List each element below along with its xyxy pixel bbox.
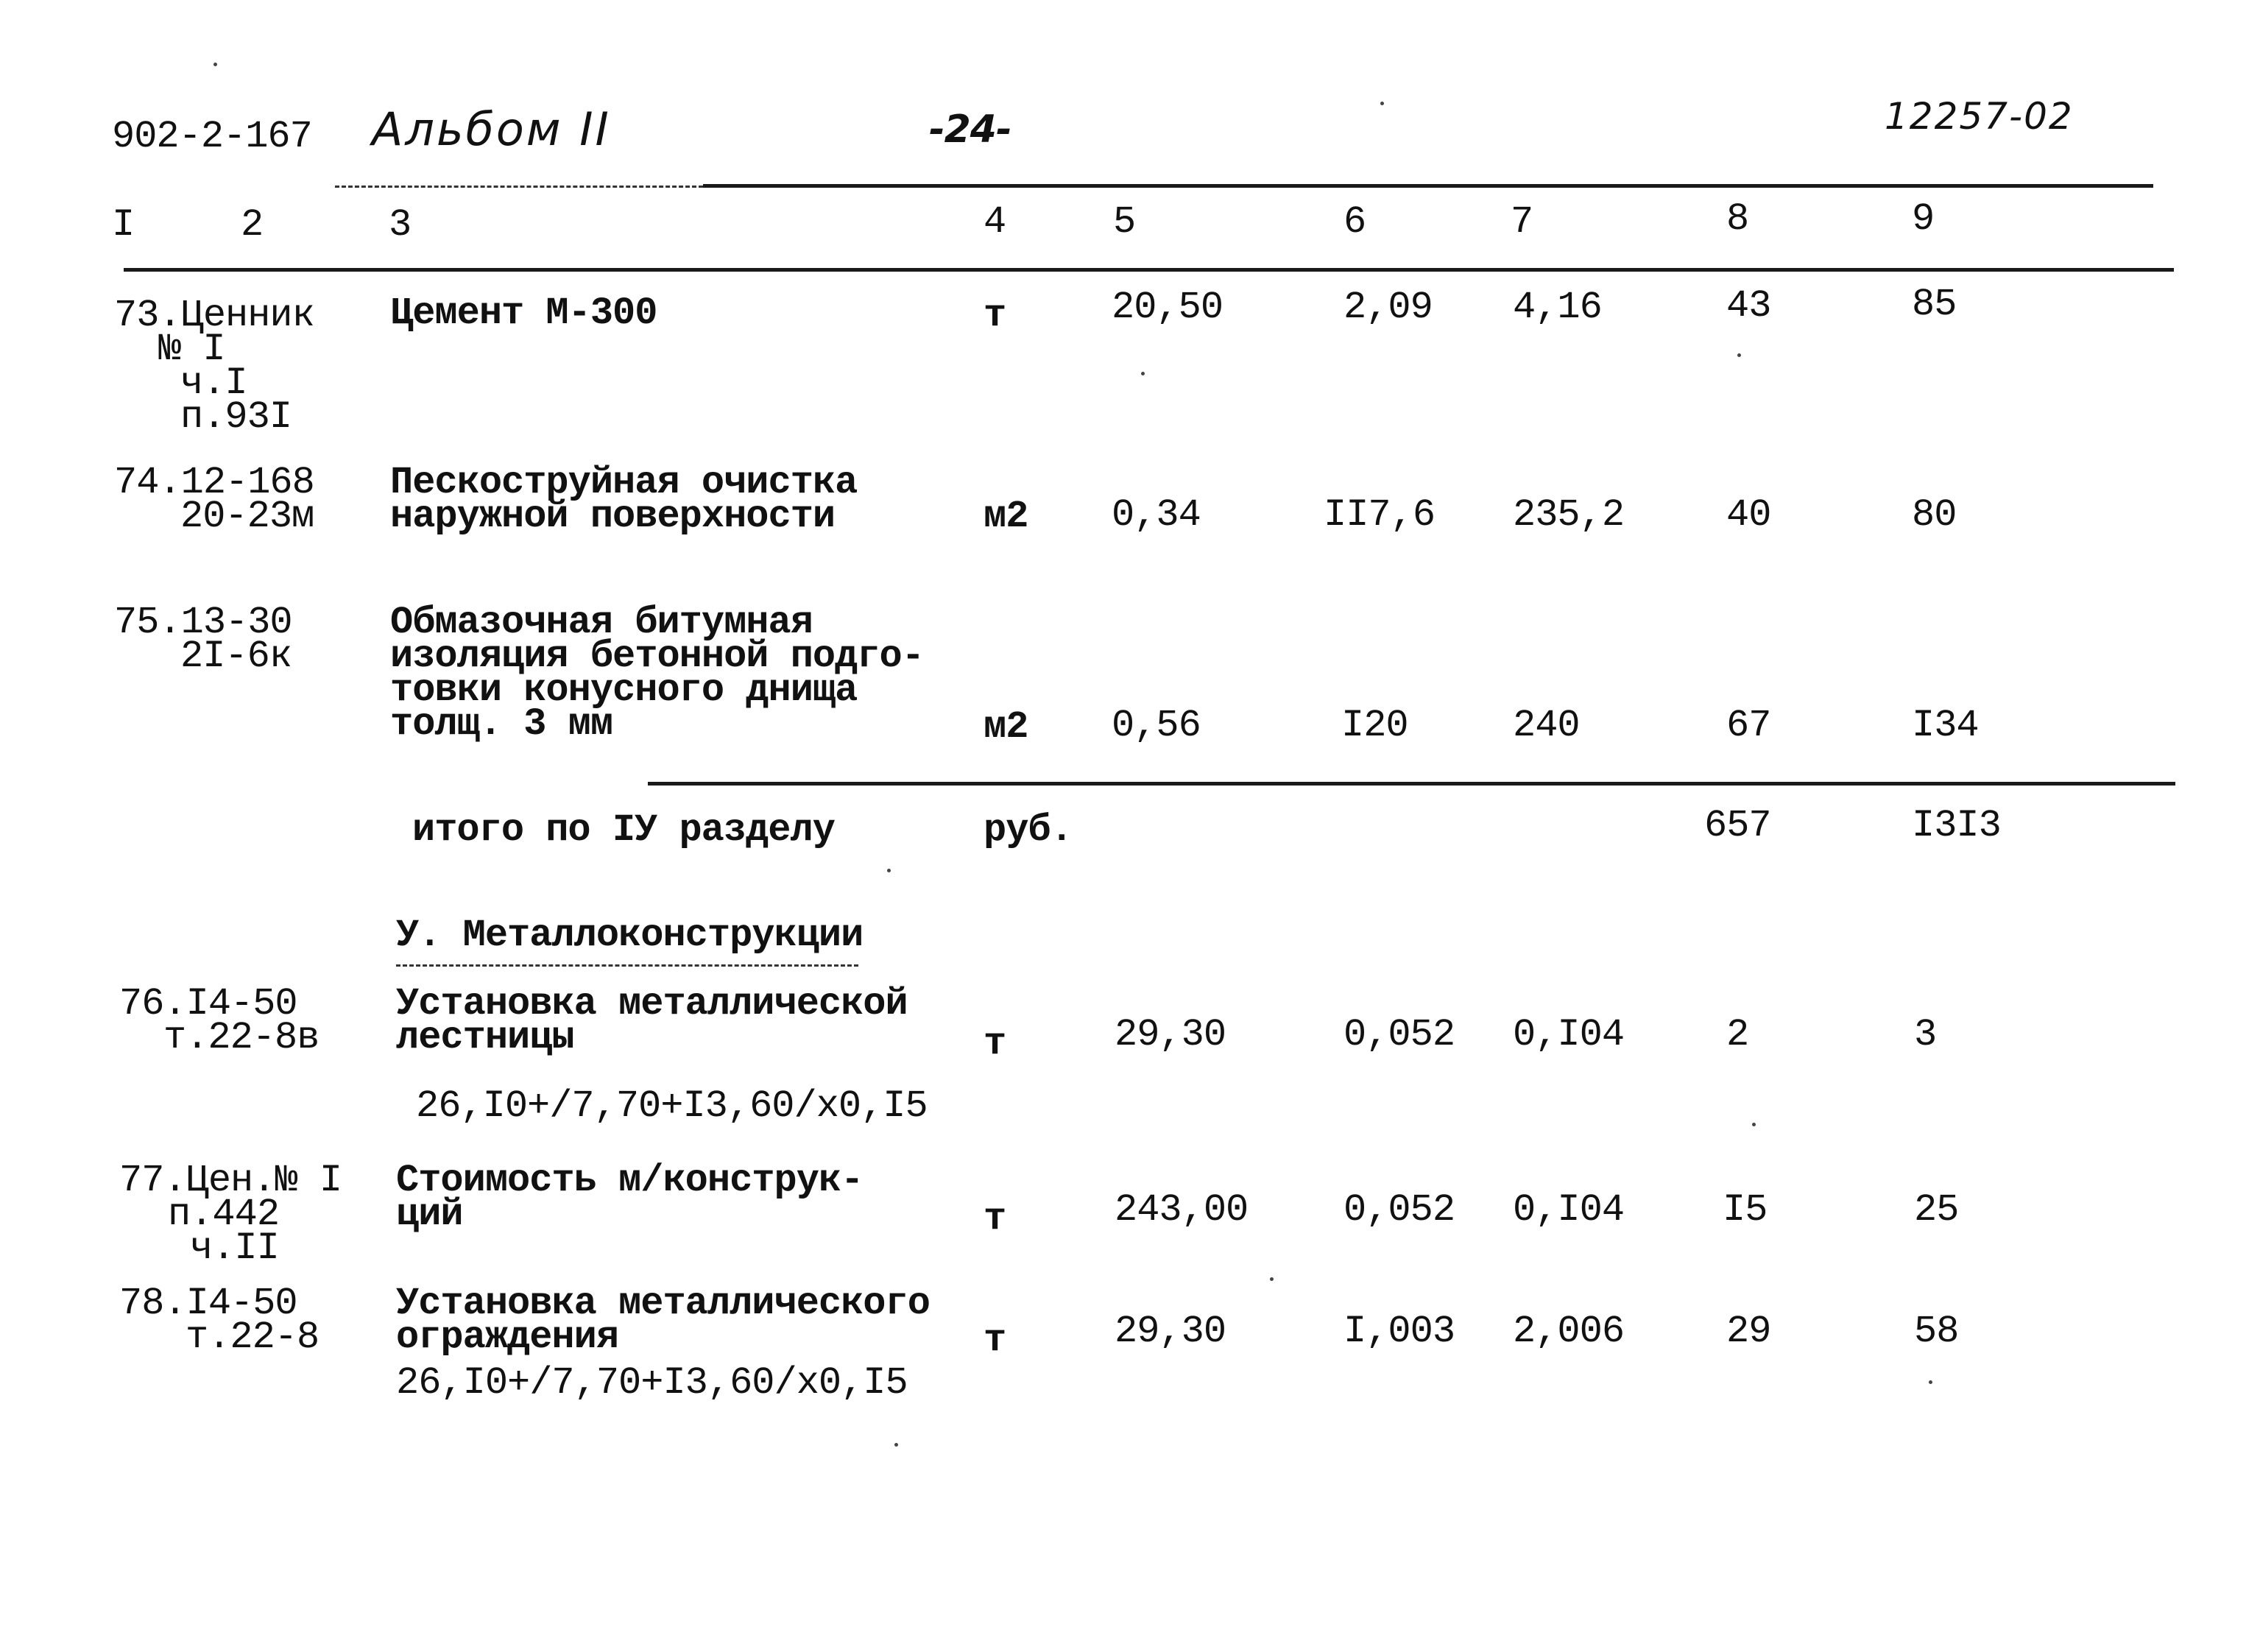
row75-ref-line2: 2I-6к xyxy=(180,635,292,678)
row75-col6: I20 xyxy=(1341,704,1408,747)
row74-col8: 40 xyxy=(1726,493,1771,537)
row76-formula: 26,I0+/7,70+I3,60/x0,I5 xyxy=(416,1084,928,1128)
row74-col5: 0,34 xyxy=(1112,493,1201,537)
row75-col9: I34 xyxy=(1912,704,1979,747)
row76-ref-line1: 76.I4-50 xyxy=(119,982,297,1026)
row73-ref-line3: ч.I xyxy=(180,361,247,405)
row78-desc-line1: Установка металлического xyxy=(396,1282,930,1325)
row76-desc-line1: Установка металлической xyxy=(396,982,908,1026)
album-label: Альбом II xyxy=(372,102,611,156)
row78-unit: т xyxy=(984,1319,1006,1362)
scan-speck xyxy=(1929,1380,1932,1384)
row76-ref-line2: т.22-8в xyxy=(163,1016,319,1059)
row77-col7: 0,I04 xyxy=(1513,1188,1625,1232)
col-header-9: 9 xyxy=(1912,197,1935,241)
row77-desc-line2: ций xyxy=(396,1193,463,1236)
row75-unit: м2 xyxy=(984,705,1028,749)
col-header-8: 8 xyxy=(1726,197,1749,241)
row75-desc-line1: Обмазочная битумная xyxy=(390,601,813,644)
row76-col5: 29,30 xyxy=(1115,1013,1226,1056)
row73-unit: т xyxy=(984,294,1006,337)
section-title-underline xyxy=(396,964,858,967)
row74-ref-line2: 20-23м xyxy=(180,495,314,538)
row77-col6: 0,052 xyxy=(1343,1188,1455,1232)
row78-col6: I,003 xyxy=(1343,1310,1455,1353)
row77-desc-line1: Стоимость м/конструк- xyxy=(396,1159,864,1202)
row73-col6: 2,09 xyxy=(1343,286,1433,329)
row75-desc-line4: толщ. 3 мм xyxy=(390,702,613,746)
scan-speck xyxy=(887,869,891,872)
col-header-1: I xyxy=(112,203,135,247)
col-header-6: 6 xyxy=(1343,200,1366,244)
doc-number: 902-2-167 xyxy=(112,115,312,158)
row74-ref-line1: 74.12-168 xyxy=(114,461,314,504)
col-header-5: 5 xyxy=(1113,200,1136,244)
subtotal-unit: руб. xyxy=(984,808,1073,852)
row76-col9: 3 xyxy=(1914,1013,1937,1056)
col-header-2: 2 xyxy=(241,203,264,247)
row78-formula: 26,I0+/7,70+I3,60/x0,I5 xyxy=(396,1361,908,1405)
page-number: -24- xyxy=(929,107,1011,152)
header-dashed-rule xyxy=(335,186,703,188)
row76-col6: 0,052 xyxy=(1343,1013,1455,1056)
row74-unit: м2 xyxy=(984,495,1028,538)
section-title: У. Металлоконструкции xyxy=(396,914,864,957)
row76-desc-line2: лестницы xyxy=(396,1016,574,1059)
row78-desc-line2: ограждения xyxy=(396,1316,619,1359)
row78-col7: 2,006 xyxy=(1513,1310,1625,1353)
row77-col5: 243,00 xyxy=(1115,1188,1249,1232)
row75-col8: 67 xyxy=(1726,704,1771,747)
subtotal-col9: I3I3 xyxy=(1912,804,2001,847)
row77-ref-line1: 77.Цен.№ I xyxy=(119,1159,342,1202)
row73-col5: 20,50 xyxy=(1112,286,1223,329)
row75-col5: 0,56 xyxy=(1112,704,1201,747)
row75-ref-line1: 75.13-30 xyxy=(114,601,292,644)
row77-col8: I5 xyxy=(1723,1188,1768,1232)
scan-speck xyxy=(1141,372,1145,375)
row76-unit: т xyxy=(984,1022,1006,1065)
row74-col7: 235,2 xyxy=(1513,493,1625,537)
subtotal-col8: 657 xyxy=(1704,804,1771,847)
row78-ref-line2: т.22-8 xyxy=(186,1316,319,1359)
row75-desc-line3: товки конусного днища xyxy=(390,668,858,712)
row73-col9: 85 xyxy=(1912,283,1957,326)
scan-speck xyxy=(1380,102,1384,105)
row74-col6: II7,6 xyxy=(1324,493,1436,537)
scan-speck xyxy=(213,63,217,66)
row73-desc: Цемент М-300 xyxy=(390,292,657,335)
row73-col7: 4,16 xyxy=(1513,286,1602,329)
scan-speck xyxy=(1752,1123,1756,1126)
row75-desc-line2: изоляция бетонной подго- xyxy=(390,635,924,678)
row77-col9: 25 xyxy=(1914,1188,1959,1232)
row74-desc-line1: Пескоструйная очистка xyxy=(390,461,858,504)
row78-col5: 29,30 xyxy=(1115,1310,1226,1353)
row73-ref-line2: № I xyxy=(158,328,225,371)
row74-desc-line2: наружной поверхности xyxy=(390,495,836,538)
row73-ref-line1: 73.Ценник xyxy=(114,294,314,337)
col-header-3: 3 xyxy=(389,203,412,247)
row76-col8: 2 xyxy=(1726,1013,1749,1056)
scan-speck xyxy=(1270,1277,1274,1281)
row78-col9: 58 xyxy=(1914,1310,1959,1353)
row78-col8: 29 xyxy=(1726,1310,1771,1353)
scan-speck xyxy=(894,1443,898,1447)
row77-ref-line3: ч.II xyxy=(190,1226,279,1270)
row77-unit: т xyxy=(984,1197,1006,1240)
row75-col7: 240 xyxy=(1513,704,1580,747)
col-header-4: 4 xyxy=(984,200,1006,244)
row77-ref-line2: п.442 xyxy=(168,1193,280,1236)
row73-ref-line4: п.93I xyxy=(180,395,292,439)
col-header-7: 7 xyxy=(1511,200,1533,244)
subtotal-top-rule xyxy=(648,782,2175,786)
row78-ref-line1: 78.I4-50 xyxy=(119,1282,297,1325)
scan-speck xyxy=(1737,353,1741,357)
document-code: 12257-02 xyxy=(1885,95,2074,138)
subtotal-label: итого по IУ разделу xyxy=(412,808,835,852)
row74-col9: 80 xyxy=(1912,493,1957,537)
row76-col7: 0,I04 xyxy=(1513,1013,1625,1056)
row73-col8: 43 xyxy=(1726,284,1771,328)
header-top-rule xyxy=(703,184,2153,188)
header-bottom-rule xyxy=(124,268,2174,272)
